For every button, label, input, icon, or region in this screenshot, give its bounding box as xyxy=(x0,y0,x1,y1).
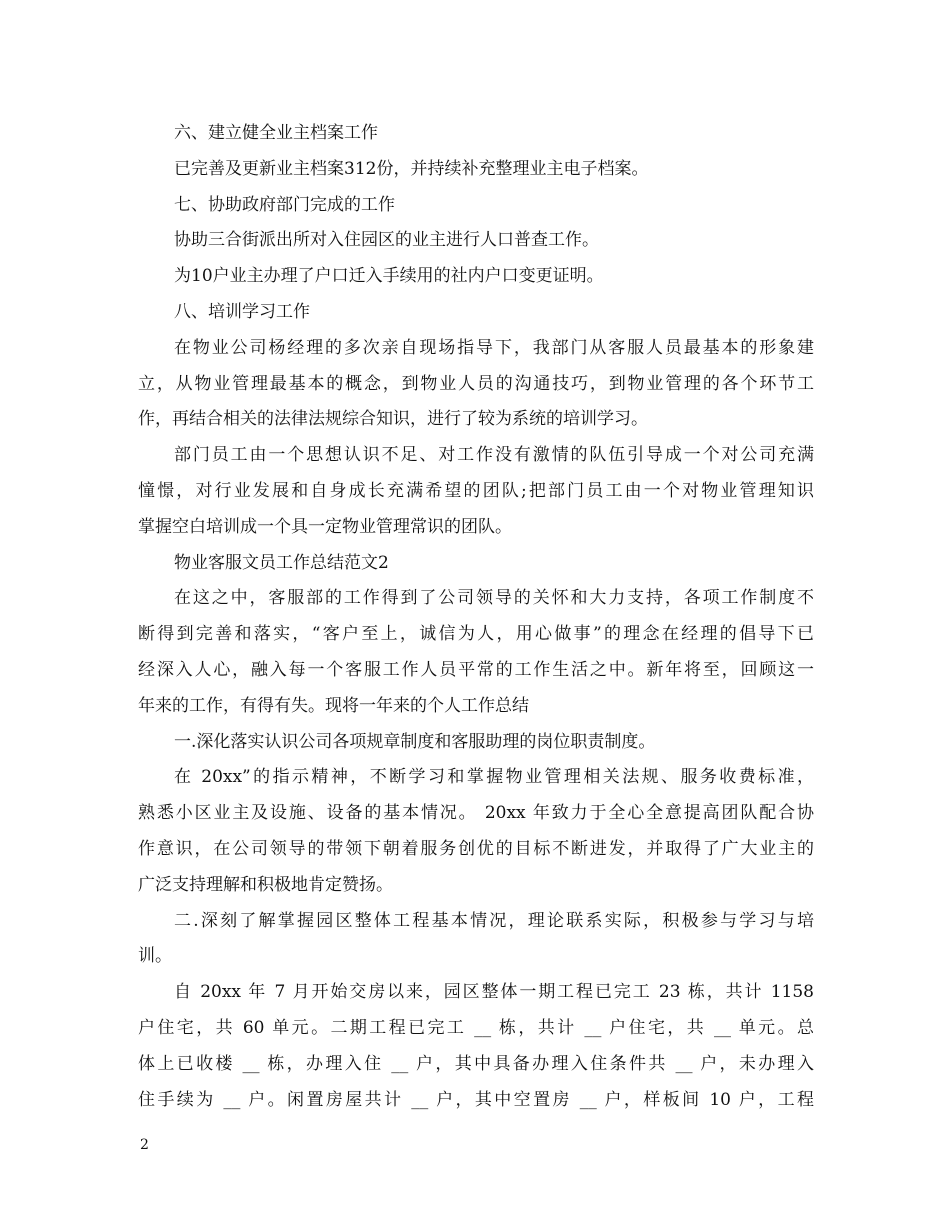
text-line: 广泛支持理解和积极地肯定赞扬。 xyxy=(138,874,393,895)
text-line: 部门员工由一个思想认识不足、对工作没有激情的队伍引导成一个对公司充满 xyxy=(174,445,814,466)
page-number: 2 xyxy=(140,1137,149,1153)
text-line: 作意识，在公司领导的带领下朝着服务创优的目标不断进发，并取得了广大业主的 xyxy=(138,838,814,859)
text-line: 协助三合街派出所对入住园区的业主进行人口普查工作。 xyxy=(174,230,599,251)
text-line: 八、培训学习工作 xyxy=(174,301,310,322)
text-line: 六、建立健全业主档案工作 xyxy=(174,123,378,143)
text-line: 二.深刻了解掌握园区整体工程基本情况，理论联系实际，积极参与学习与培 xyxy=(174,910,814,931)
text-line: 体上已收楼 __ 栋，办理入住 __ 户，其中具备办理入住条件共 __ 户，未办理入 xyxy=(138,1053,814,1074)
text-line: 住手续为 __ 户。闲置房屋共计 __ 户，其中空置房 __ 户，样板间 10 户，工程 xyxy=(138,1089,814,1110)
text-line: 自 20xx 年 7 月开始交房以来，园区整体一期工程已完工 23 栋，共计 1158 xyxy=(174,982,814,1003)
text-line: 立，从物业管理最基本的概念，到物业人员的沟通技巧，到物业管理的各个环节工 xyxy=(138,373,814,394)
text-line: 在 20xx”的指示精神，不断学习和掌握物业管理相关法规、服务收费标准， xyxy=(174,767,814,788)
document-body xyxy=(138,116,814,1118)
text-line: 训。 xyxy=(138,946,172,967)
text-line: 在物业公司杨经理的多次亲自现场指导下，我部门从客服人员最基本的形象建 xyxy=(174,337,814,358)
text-line: 年来的工作，有得有失。现将一年来的个人工作总结 xyxy=(138,695,529,716)
text-line: 在这之中，客服部的工作得到了公司领导的关怀和大力支持，各项工作制度不 xyxy=(174,588,814,609)
text-line: 憧憬，对行业发展和自身成长充满希望的团队;把部门员工由一个对物业管理知识 xyxy=(138,480,814,501)
text-line: 断得到完善和落实，“客户至上，诚信为人，用心做事”的理念在经理的倡导下已 xyxy=(138,624,814,645)
text-line: 户住宅，共 60 单元。二期工程已完工 __ 栋，共计 __ 户住宅，共 __ 单元。总 xyxy=(138,1017,814,1038)
text-line: 掌握空白培训成一个具一定物业管理常识的团队。 xyxy=(138,516,512,537)
text-line: 一.深化落实认识公司各项规章制度和客服助理的岗位职责制度。 xyxy=(174,731,656,752)
text-line: 熟悉小区业主及设施、设备的基本情况。 20xx 年致力于全心全意提高团队配合协 xyxy=(138,803,814,824)
text-line: 经深入人心，融入每一个客服工作人员平常的工作生活之中。新年将至，回顾这一 xyxy=(138,659,814,680)
text-line: 物业客服文员工作总结范文2 xyxy=(174,552,389,573)
text-line: 为10户业主办理了户口迁入手续用的社内户口变更证明。 xyxy=(174,266,604,287)
text-line: 七、协助政府部门完成的工作 xyxy=(174,194,395,215)
text-line: 已完善及更新业主档案312份，并持续补充整理业主电子档案。 xyxy=(174,158,649,179)
text-line: 作，再结合相关的法律法规综合知识，进行了较为系统的培训学习。 xyxy=(138,409,648,430)
